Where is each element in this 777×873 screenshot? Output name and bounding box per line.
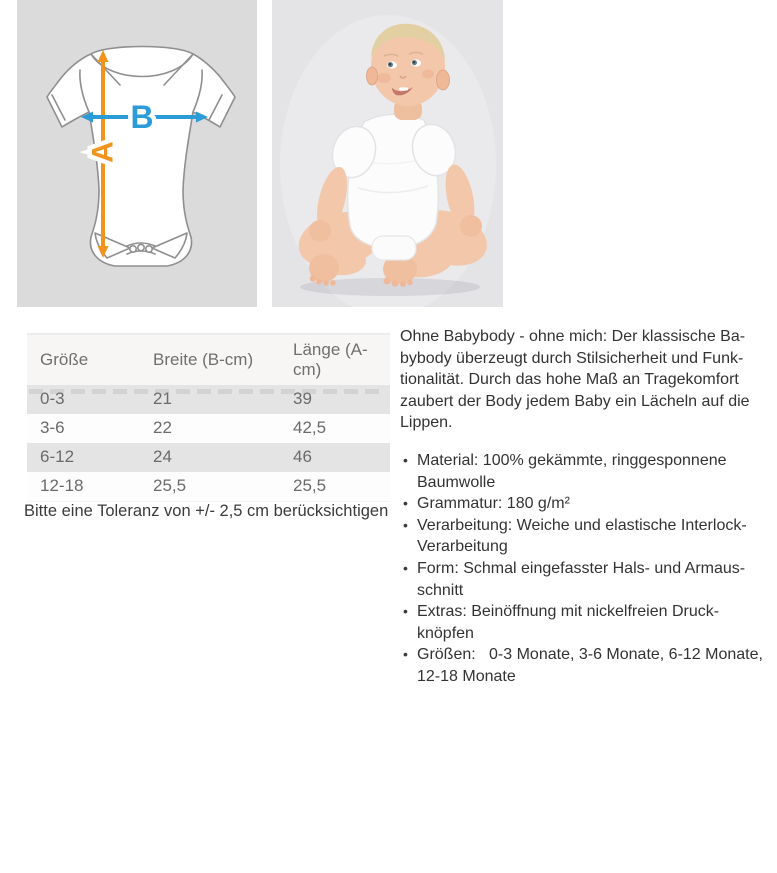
column-header-breite: Breite (B-cm) <box>140 334 280 385</box>
baby-in-white-bodysuit-illustration <box>272 0 503 307</box>
table-cell: 6-12 <box>40 447 75 466</box>
table-cell: 12-18 <box>40 476 84 495</box>
table-cell: 0-3 <box>40 389 65 408</box>
feature-item-verarbeitung: • Verarbeitung: Weiche und elastische Interlock-Verarbeitung <box>400 515 764 558</box>
feature-item-grammatur: • Grammatur: 180 g/m² <box>400 493 764 515</box>
feature-list <box>400 450 764 688</box>
table-cell: 22 <box>153 418 172 437</box>
table-cell: 39 <box>293 389 312 408</box>
table-cell: 46 <box>293 447 312 466</box>
table-cell: 21 <box>153 389 172 408</box>
table-row <box>27 414 390 443</box>
label-b: B <box>130 99 154 135</box>
column-header-groesse: Größe <box>27 334 140 385</box>
table-cell: 25,5 <box>153 476 187 495</box>
bodysuit-measurement-diagram <box>17 0 257 307</box>
diaper <box>372 236 416 260</box>
label-a: A <box>86 141 120 163</box>
tolerance-note: Bitte eine Toleranz von +/- 2,5 cm berücksichtigen <box>24 502 389 520</box>
table-cell: 42,5 <box>293 418 327 437</box>
table-cell: 24 <box>153 447 172 466</box>
feature-item-form: • Form: Schmal eingefasster Hals- und Armausschnitt <box>400 558 764 601</box>
table-cell: 25,5 <box>293 476 327 495</box>
table-row <box>27 472 390 502</box>
ear <box>367 67 378 85</box>
feature-item-groessen: • Größen: 0-3 Monate, 3-6 Monate, 6-12 Monate, 12-18 Monate <box>400 644 764 687</box>
description-intro: Ohne Babybody - ohne mich: Der klassische Babybody überzeugt durch Stilsicherheit und Funktionalität. Durch das hohe Maß an Tragekomfort zaubert der Body jedem Baby ein Lächeln auf die Lippen. <box>400 328 750 432</box>
size-table <box>27 333 390 502</box>
column-header-laenge: Länge (A-cm) <box>280 334 390 385</box>
table-row <box>27 385 390 414</box>
table-cell: 3-6 <box>40 418 65 437</box>
feature-item-extras: • Extras: Beinöffnung mit nickelfreien Druckknöpfen <box>400 601 764 644</box>
table-row <box>27 443 390 472</box>
table-header-row <box>27 334 390 385</box>
size-diagram-image <box>17 0 257 307</box>
product-description <box>400 326 764 688</box>
baby-product-photo <box>272 0 503 307</box>
size-table-container <box>27 333 390 502</box>
feature-item-material: • Material: 100% gekämmte, ringgesponnene Baumwolle <box>400 450 764 493</box>
bodysuit-outline <box>47 47 235 267</box>
ear <box>437 70 450 90</box>
